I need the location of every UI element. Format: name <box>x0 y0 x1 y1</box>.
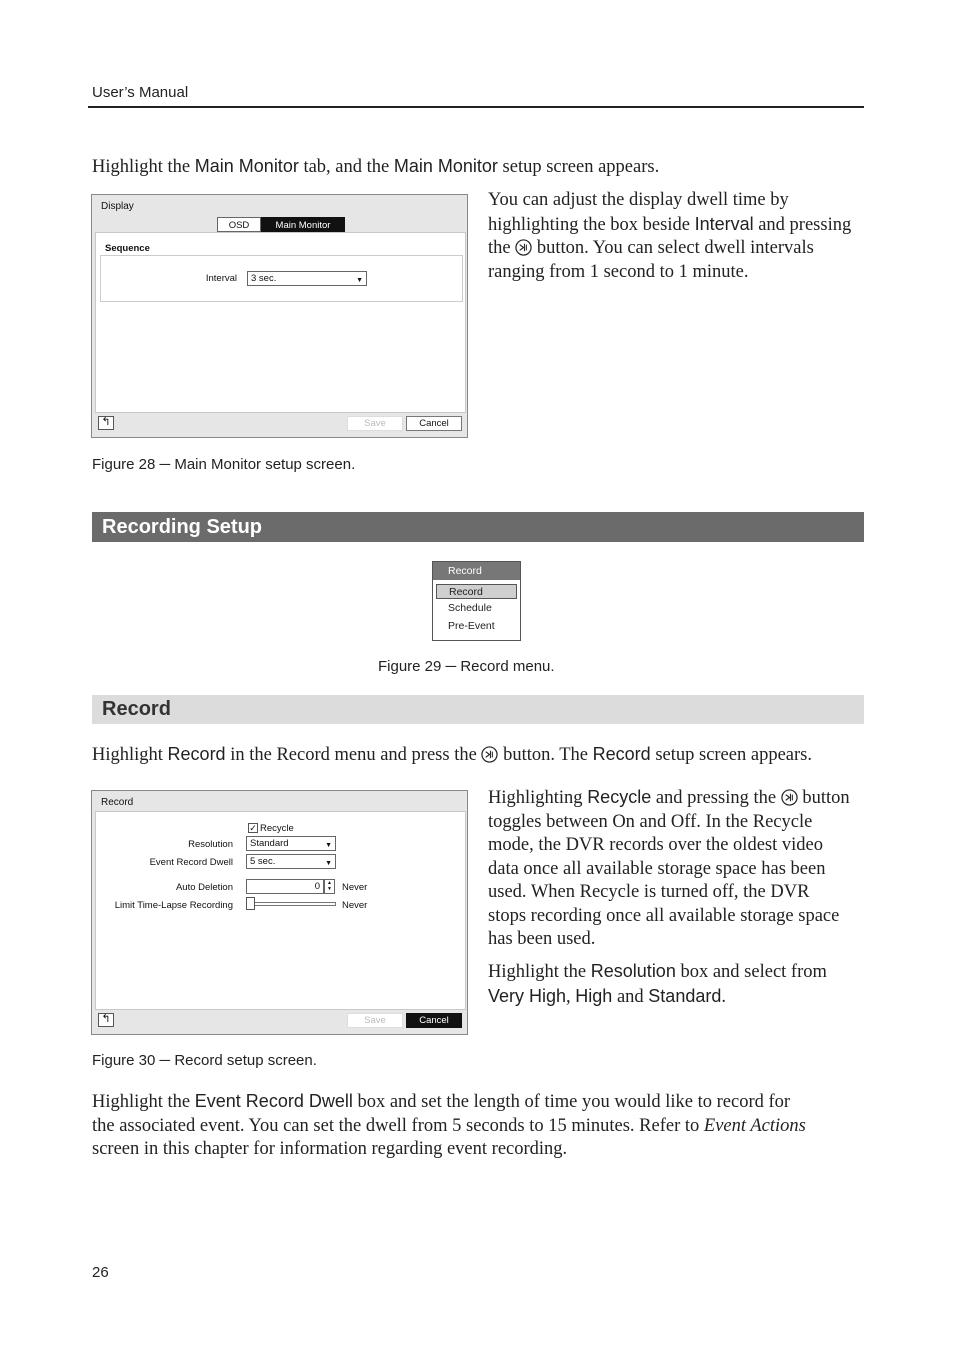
screen-title: Display <box>101 201 134 212</box>
event-dwell-paragraph: Highlight the Event Record Dwell box and set the length of time you would like to record for the associated event. You can set the dwell from 5 seconds to 15 minutes. Refer to Event Actions screen in this chapter for information regarding event recording. <box>92 1091 806 1159</box>
recycle-checkbox[interactable]: ✓ <box>249 823 257 833</box>
menu-item-record[interactable]: Record <box>436 584 517 599</box>
cancel-button[interactable]: Cancel <box>406 416 462 431</box>
auto-deletion-label: Auto Deletion <box>175 882 233 893</box>
record-paragraph: Highlight Record in the Record menu and press the button. The Record setup screen appears. <box>92 744 812 765</box>
tab-osd[interactable]: OSD <box>217 217 261 232</box>
resolution-label: Resolution <box>188 839 233 850</box>
menu-item-pre-event[interactable]: Pre-Event <box>448 620 495 632</box>
dropdown-arrow-icon: ▼ <box>356 277 363 284</box>
back-icon[interactable]: ↰ <box>98 416 114 430</box>
cancel-button[interactable]: Cancel <box>406 1013 462 1028</box>
running-header: User’s Manual <box>92 84 189 101</box>
interval-label: Interval <box>205 273 237 284</box>
event-record-dwell-field[interactable]: 5 sec. ▼ <box>246 854 336 869</box>
record-menu <box>432 561 521 641</box>
page-number: 26 <box>92 1264 109 1281</box>
screen-title: Record <box>101 797 134 808</box>
menu-item-schedule[interactable]: Schedule <box>448 602 492 614</box>
enter-button-icon <box>515 239 532 256</box>
record-menu-title: Record <box>433 562 520 580</box>
record-setup-screen <box>91 790 468 1035</box>
recording-setup-heading: Recording Setup <box>92 512 864 542</box>
event-record-dwell-label: Event Record Dwell <box>149 857 233 868</box>
sequence-group <box>100 255 463 302</box>
dwell-paragraph: You can adjust the display dwell time by highlighting the box beside Interval and pressing the button. You can select dwell intervals ranging from 1 second to 1 minute. <box>488 190 852 282</box>
sequence-heading: Sequence <box>105 243 150 254</box>
tab-main-monitor[interactable]: Main Monitor <box>261 217 345 232</box>
save-button[interactable]: Save <box>347 416 403 431</box>
record-settings-panel <box>95 811 466 1010</box>
resolution-field[interactable]: Standard ▼ <box>246 836 336 851</box>
limit-never: Never <box>342 900 368 911</box>
recycle-paragraph: Highlighting Recycle and pressing the button toggles between On and Off. In the Recycle mode, the DVR records over the oldest video data once all available storage space has been used. When Recycle is turned off, the DVR stops recording once all available storage space has been used. <box>488 787 850 949</box>
dropdown-arrow-icon: ▼ <box>325 842 332 849</box>
limit-slider-track[interactable] <box>246 902 336 906</box>
settings-panel <box>95 232 466 413</box>
interval-field[interactable]: 3 sec. ▼ <box>247 271 367 286</box>
limit-slider-handle[interactable] <box>246 897 255 910</box>
figure-29-caption: Figure 29 ─ Record menu. <box>378 658 555 675</box>
record-heading: Record <box>92 695 864 724</box>
intro-paragraph: Highlight the Main Monitor tab, and the Main Monitor setup screen appears. <box>92 156 660 177</box>
auto-deletion-never: Never <box>342 882 368 893</box>
enter-button-icon <box>781 789 798 806</box>
figure-30-caption: Figure 30 ─ Record setup screen. <box>92 1052 317 1069</box>
main-monitor-screen <box>91 194 468 438</box>
dropdown-arrow-icon: ▼ <box>325 860 332 867</box>
enter-button-icon <box>481 746 498 763</box>
header-rule <box>88 106 864 108</box>
limit-time-lapse-label: Limit Time-Lapse Recording <box>114 900 233 911</box>
back-icon[interactable]: ↰ <box>98 1013 114 1027</box>
figure-28-caption: Figure 28 ─ Main Monitor setup screen. <box>92 456 356 473</box>
recycle-label: Recycle <box>260 823 294 834</box>
auto-deletion-field[interactable]: 0 <box>246 879 324 894</box>
save-button[interactable]: Save <box>347 1013 403 1028</box>
resolution-paragraph: Highlight the Resolution box and select from Very High, High and Standard. <box>488 961 827 1007</box>
stepper-icon[interactable]: ▲ ▼ <box>324 879 335 894</box>
